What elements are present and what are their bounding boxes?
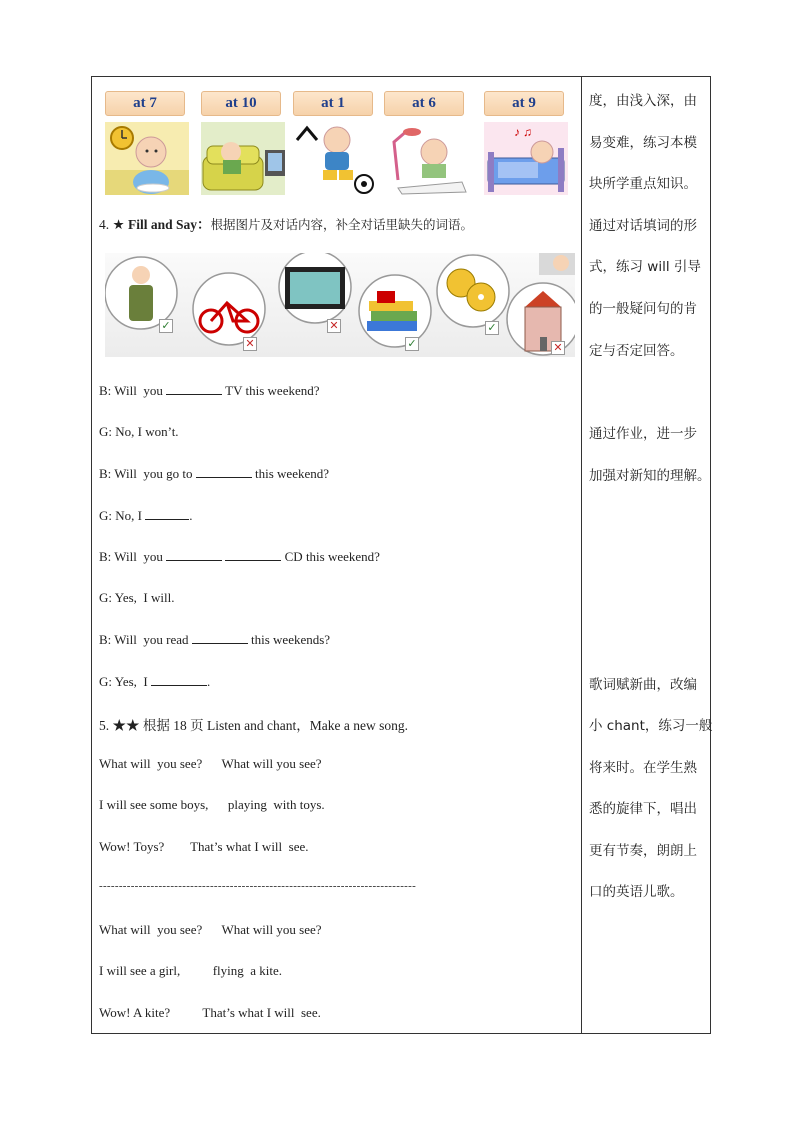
lesson-table [91,76,711,1034]
note-line-12: 将来时。在学生熟 [589,760,697,776]
note-line-7: 定与否定回答。 [589,343,684,359]
notes-column [582,77,713,1033]
dialogue-line-6: G: Yes, I will. [99,590,175,605]
note-line-10: 歌词赋新曲，改编 [589,677,697,693]
note-line-9: 加强对新知的理解。 [589,468,711,484]
time-tag-4: at 6 [384,91,464,116]
note-line-3: 块所学重点知识。 [589,176,697,192]
exercise-column [92,77,581,1033]
boy-sleeping-picture [484,122,568,195]
note-line-11: 小 chant，练习一般 [589,718,713,734]
song-line-6: Wow! A kite? That’s what I will see. [99,1005,321,1020]
check-mark-icon: ✓ [405,337,419,351]
dialogue-line-7: B: Will you read this weekends? [99,632,331,647]
answer-blank-6[interactable] [192,631,248,644]
note-line-4: 通过对话填词的形 [589,218,697,234]
task5-heading [99,714,408,734]
dialogue-line-3: B: Will you go to this weekend? [99,466,330,481]
song-line-1: What will you see? What will you see? [99,756,322,771]
task5-number: 5. [99,718,110,733]
two-star-icon: ★★ [112,718,140,733]
check-mark-icon: ✓ [485,321,499,335]
dialogue-line-2: G: No, I won’t. [99,424,179,439]
answer-blank-2[interactable] [196,465,252,478]
answer-blank-5[interactable] [225,548,281,561]
note-line-15: 口的英语儿歌。 [589,884,684,900]
song-line-4: What will you see? What will you see? [99,922,322,937]
answer-blank-1[interactable] [166,382,222,395]
cross-mark-icon: ✕ [551,341,565,355]
answer-blank-3[interactable] [145,507,189,520]
dialogue-line-1: B: Will you TV this weekend? [99,383,320,398]
time-tag-2: at 10 [201,91,281,116]
time-tag-5: at 9 [484,91,564,116]
time-tag-3: at 1 [293,91,373,116]
star-icon: ★ [112,217,125,232]
task4-picture-strip [105,253,575,357]
task4-title: Fill and Say： [127,217,211,232]
note-line-5: 式，练习 will 引导 [589,259,701,275]
svg-text:♪ ♫: ♪ ♫ [514,125,532,139]
song-line-2: I will see some boys, playing with toys. [99,797,325,812]
check-mark-icon: ✓ [159,319,173,333]
task4-instruction: 根据图片及对话内容，补全对话里缺失的词语。 [210,217,474,232]
boy-on-sofa-picture [201,122,285,195]
note-line-13: 悉的旋律下，唱出 [589,801,697,817]
song-line-3: Wow! Toys? That’s what I will see. [99,839,309,854]
time-tag-1: at 7 [105,91,185,116]
answer-blank-7[interactable] [151,673,207,686]
boy-studying-picture [384,122,468,195]
song-divider: -------------------------------------------------------------------------------- [99,880,417,892]
note-line-8: 通过作业，进一步 [589,426,697,442]
boy-football-picture [293,122,377,195]
dialogue-line-5: B: Will you CD this weekend? [99,549,380,564]
dialogue-line-4: G: No, I . [99,508,193,523]
dialogue-line-8: G: Yes, I . [99,674,211,689]
note-line-14: 更有节奏，朗朗上 [589,843,697,859]
task5-instruction: 根据 18 页 Listen and chant，Make a new song. [139,718,408,733]
task4-heading [99,213,473,233]
note-line-2: 易变难，练习本模 [589,135,697,151]
answer-blank-4[interactable] [166,548,222,561]
note-line-1: 度，由浅入深，由 [589,93,697,109]
cross-mark-icon: ✕ [327,319,341,333]
cross-mark-icon: ✕ [243,337,257,351]
boy-eating-picture [105,122,189,195]
song-line-5: I will see a girl, flying a kite. [99,963,283,978]
note-line-6: 的一般疑问句的肯 [589,301,697,317]
task4-number: 4. [99,217,110,232]
